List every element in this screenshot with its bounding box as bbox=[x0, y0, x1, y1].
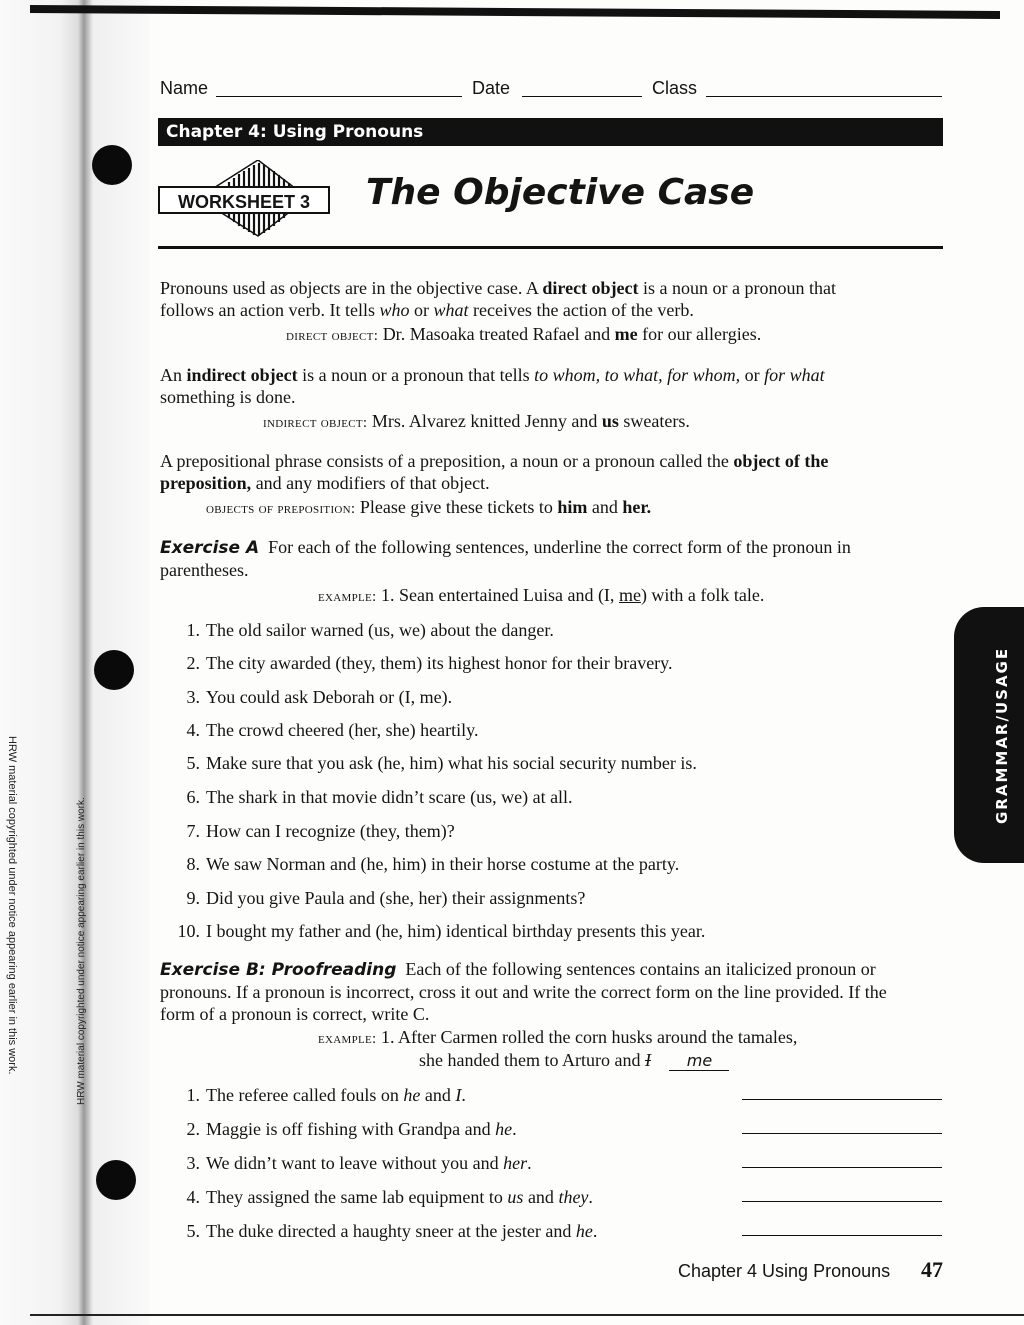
exercise-b-item: 3. We didn’t want to leave without you and her. bbox=[168, 1153, 532, 1174]
exercise-b-heading: Exercise B: Proofreading bbox=[160, 960, 397, 980]
punch-hole-bottom bbox=[96, 1160, 136, 1200]
exercise-b-example: example: 1. After Carmen rolled the corn husks around the tamales, bbox=[318, 1027, 798, 1047]
punch-hole-top bbox=[92, 145, 132, 185]
direct-object-example: direct object: Dr. Masoaka treated Rafael and me for our allergies. bbox=[286, 324, 762, 344]
item-text: Did you give Paula and (she, her) their assignments? bbox=[206, 888, 586, 908]
exercise-a-item[interactable] bbox=[168, 720, 478, 741]
italic-pronoun[interactable]: us bbox=[507, 1187, 524, 1207]
bottom-rule bbox=[30, 1314, 1024, 1316]
answer-line[interactable] bbox=[742, 1235, 942, 1236]
exercise-b-item: 2. Maggie is off fishing with Grandpa and he. bbox=[168, 1119, 517, 1140]
item-text: The old sailor warned (us, we) about the danger. bbox=[206, 620, 554, 640]
page-number: 47 bbox=[921, 1257, 943, 1282]
intro-paragraph-3: A prepositional phrase consists of a preposition, a noun or a pronoun called the object of the preposition, and any modifiers of that object. bbox=[160, 451, 829, 493]
item-number: 5. bbox=[186, 1221, 200, 1241]
item-number: 5. bbox=[186, 753, 200, 773]
example-answer: me bbox=[669, 1051, 729, 1071]
item-text: We saw Norman and (he, him) in their horse costume at the party. bbox=[206, 854, 680, 874]
exercise-a-example: example: 1. Sean entertained Luisa and (I, me) with a folk tale. bbox=[318, 585, 765, 605]
item-number: 10. bbox=[177, 921, 200, 941]
worksheet-label: WORKSHEET 3 bbox=[158, 186, 330, 214]
indirect-object-example: indirect object: Mrs. Alvarez knitted Jenny and us sweaters. bbox=[263, 411, 690, 431]
page-title: The Objective Case bbox=[366, 172, 755, 213]
exercise-a-item[interactable] bbox=[168, 753, 697, 774]
name-field-line[interactable] bbox=[216, 96, 462, 97]
exercise-a-heading: Exercise A bbox=[160, 538, 260, 558]
italic-pronoun[interactable]: he bbox=[403, 1085, 421, 1105]
exercise-b-instructions: Exercise B: Proofreading Each of the following sentences contains an italicized pronoun or pronouns. If a pronoun is incorrect, cross it out and write the correct form on the line provided. If the form of a pronoun is correct, write C. bbox=[160, 959, 887, 1024]
margin-copyright-inner: HRW material copyrighted under notice appearing earlier in this work. bbox=[76, 797, 87, 1105]
object-of-preposition-example: objects of preposition: Please give these tickets to him and her. bbox=[206, 497, 652, 517]
item-text: The shark in that movie didn’t scare (us, we) at all. bbox=[206, 787, 573, 807]
item-number: 2. bbox=[186, 653, 200, 673]
exercise-b-item: 4. They assigned the same lab equipment to us and they. bbox=[168, 1187, 593, 1208]
exercise-a-item[interactable] bbox=[168, 821, 455, 842]
item-text: I bought my father and (he, him) identical birthday presents this year. bbox=[206, 921, 706, 941]
exercise-b-item: 1. The referee called fouls on he and I. bbox=[168, 1085, 466, 1106]
name-label: Name bbox=[160, 78, 209, 98]
date-label: Date bbox=[472, 78, 511, 98]
italic-pronoun[interactable]: he bbox=[495, 1119, 513, 1139]
item-text: The crowd cheered (her, she) heartily. bbox=[206, 720, 479, 740]
worksheet-badge bbox=[158, 160, 348, 240]
item-text: How can I recognize (they, them)? bbox=[206, 821, 455, 841]
item-number: 7. bbox=[186, 821, 200, 841]
exercise-a-item[interactable] bbox=[168, 888, 585, 909]
item-number: 2. bbox=[186, 1119, 200, 1139]
chapter-title-bar: Chapter 4: Using Pronouns bbox=[158, 118, 943, 146]
item-number: 3. bbox=[186, 687, 200, 707]
item-number: 9. bbox=[186, 888, 200, 908]
exercise-a-item[interactable] bbox=[168, 787, 573, 808]
answer-line[interactable] bbox=[742, 1133, 942, 1134]
item-number: 1. bbox=[186, 620, 200, 640]
answer-line[interactable] bbox=[742, 1099, 942, 1100]
item-number: 3. bbox=[186, 1153, 200, 1173]
exercise-a-item[interactable] bbox=[168, 653, 673, 674]
punch-hole-middle bbox=[94, 650, 134, 690]
exercise-a-item[interactable] bbox=[168, 620, 554, 641]
title-rule bbox=[158, 246, 943, 249]
item-number: 8. bbox=[186, 854, 200, 874]
italic-pronoun[interactable]: her bbox=[503, 1153, 528, 1173]
item-number: 6. bbox=[186, 787, 200, 807]
item-text: The city awarded (they, them) its highest honor for their bravery. bbox=[206, 653, 673, 673]
class-field-line[interactable] bbox=[706, 96, 942, 97]
item-number: 4. bbox=[186, 720, 200, 740]
intro-paragraph-1: Pronouns used as objects are in the objective case. A direct object is a noun or a pronoun that follows an action verb. It tells who or what receives the action of the verb. bbox=[160, 278, 837, 320]
exercise-b-item: 5. The duke directed a haughty sneer at the jester and he. bbox=[168, 1221, 597, 1242]
item-text: Make sure that you ask (he, him) what his social security number is. bbox=[206, 753, 697, 773]
exercise-a-instructions: Exercise A For each of the following sentences, underline the correct form of the pronoun in parentheses. bbox=[160, 537, 851, 580]
answer-line[interactable] bbox=[742, 1167, 942, 1168]
grammar-usage-tab bbox=[954, 607, 1024, 863]
italic-pronoun[interactable]: I bbox=[455, 1085, 462, 1105]
class-label: Class bbox=[652, 78, 698, 98]
item-text: You could ask Deborah or (I, me). bbox=[206, 687, 453, 707]
margin-copyright-outer: HRW material copyrighted under notice appearing earlier in this work. bbox=[6, 736, 18, 1075]
intro-paragraph-2: An indirect object is a noun or a pronoun that tells to whom, to what, for whom, or for what something is done. bbox=[160, 365, 825, 407]
date-field-line[interactable] bbox=[522, 96, 642, 97]
italic-pronoun[interactable]: he bbox=[575, 1221, 593, 1241]
answer-line[interactable] bbox=[742, 1201, 942, 1202]
italic-pronoun[interactable]: they bbox=[558, 1187, 589, 1207]
grammar-usage-tab-label: GRAMMAR/USAGE bbox=[993, 646, 1011, 824]
exercise-a-item[interactable] bbox=[168, 921, 705, 942]
item-number: 4. bbox=[186, 1187, 200, 1207]
exercise-a-item[interactable] bbox=[168, 687, 452, 708]
top-border-rule bbox=[30, 5, 1000, 19]
exercise-b-example-line2: she handed them to Arturo and I me bbox=[419, 1050, 729, 1071]
exercise-a-item[interactable] bbox=[168, 854, 679, 875]
footer-chapter: Chapter 4 Using Pronouns bbox=[678, 1261, 891, 1281]
item-number: 1. bbox=[186, 1085, 200, 1105]
